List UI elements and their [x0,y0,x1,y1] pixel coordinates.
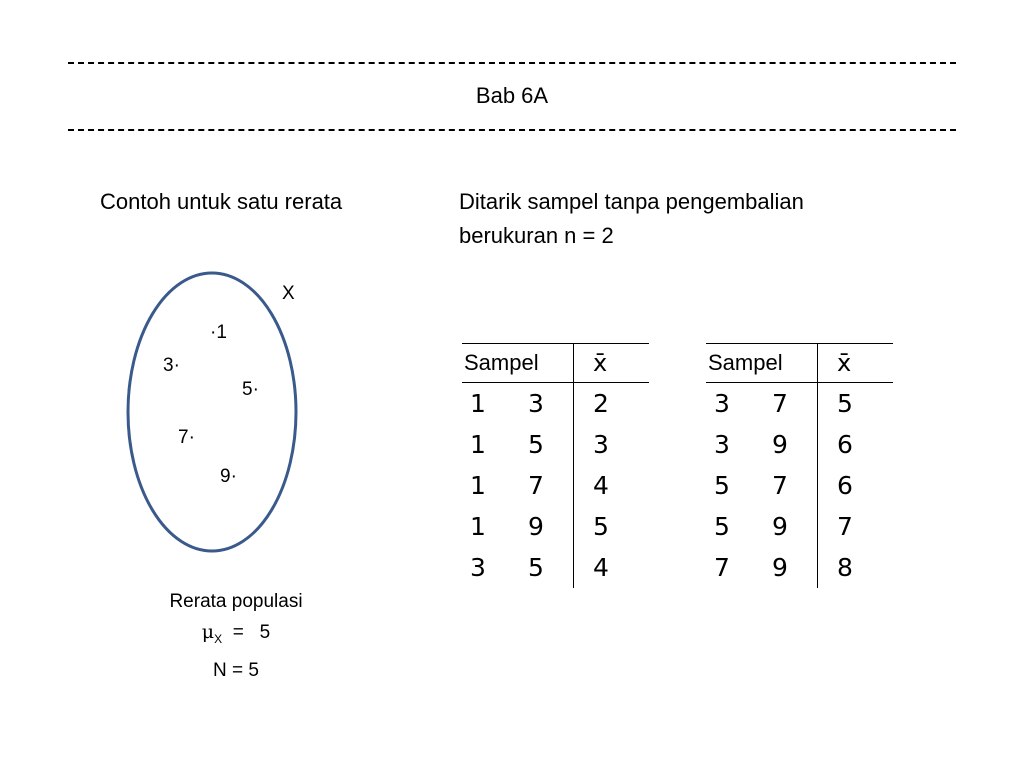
sample-mean: 8 [818,547,894,588]
sample-mean: 3 [574,424,650,465]
col-sample-header: Sampel [706,344,818,383]
table-row [462,547,649,588]
right-heading-line-1: Ditarik sampel tanpa pengembalian [459,189,804,214]
sample-first: 1 [470,512,486,541]
population-mean-value [100,617,372,655]
table-row [706,383,893,425]
population-mean-caption: Rerata populasi [169,591,303,612]
sample-second: 7 [772,471,788,500]
col-mean-header: x̄ [818,344,894,383]
sample-second: 5 [528,430,544,459]
sample-table-1 [462,343,649,588]
table-row [706,547,893,588]
population-size: N = 5 [213,659,259,681]
col-sample-header: Sampel [462,344,574,383]
sample-first: 3 [714,430,730,459]
sample-mean: 2 [574,383,650,425]
sample-first: 1 [470,430,486,459]
mu-subscript: X [214,631,223,646]
sample-mean: 5 [818,383,894,425]
population-mean-block [100,586,372,686]
sample-first: 7 [714,553,730,582]
population-point-3: 3· [163,355,180,376]
table-row [706,506,893,547]
sample-second: 9 [772,512,788,541]
table-row [462,424,649,465]
sample-second: 7 [528,471,544,500]
sample-second: 9 [772,553,788,582]
top-dashed-rule [68,62,956,64]
sample-mean: 6 [818,424,894,465]
population-point-5: 5· [242,379,259,400]
sample-first: 5 [714,512,730,541]
sample-first: 1 [470,389,486,418]
sample-second: 9 [528,512,544,541]
population-label: X [282,283,295,304]
left-heading: Contoh untuk satu rerata [100,189,343,214]
sample-second: 5 [528,553,544,582]
mu-symbol: μ [201,621,215,643]
population-point-9: 9· [220,466,237,487]
table-header-row [462,344,649,383]
page-title: Bab 6A [475,83,549,108]
sample-second: 7 [772,389,788,418]
sample-mean: 7 [818,506,894,547]
sample-mean: 6 [818,465,894,506]
bottom-dashed-rule [68,129,956,131]
population-ellipse-shape [128,273,296,551]
col-mean-header: x̄ [574,344,650,383]
sample-table-2 [706,343,893,588]
table-row [462,506,649,547]
population-ellipse [120,262,310,562]
table-row [462,383,649,425]
sample-second: 3 [528,389,544,418]
population-point-1: ·1 [210,322,227,343]
mu-equals: = 5 [232,622,271,643]
table-row [706,424,893,465]
table-row [462,465,649,506]
sample-mean: 4 [574,547,650,588]
sample-first: 5 [714,471,730,500]
sample-first: 3 [470,553,486,582]
population-point-7: 7· [178,427,195,448]
right-heading [459,185,804,253]
table-header-row [706,344,893,383]
sample-mean: 5 [574,506,650,547]
sample-first: 3 [714,389,730,418]
right-heading-line-2: berukuran n = 2 [459,223,614,248]
sample-mean: 4 [574,465,650,506]
sample-second: 9 [772,430,788,459]
table-row [706,465,893,506]
sample-first: 1 [470,471,486,500]
